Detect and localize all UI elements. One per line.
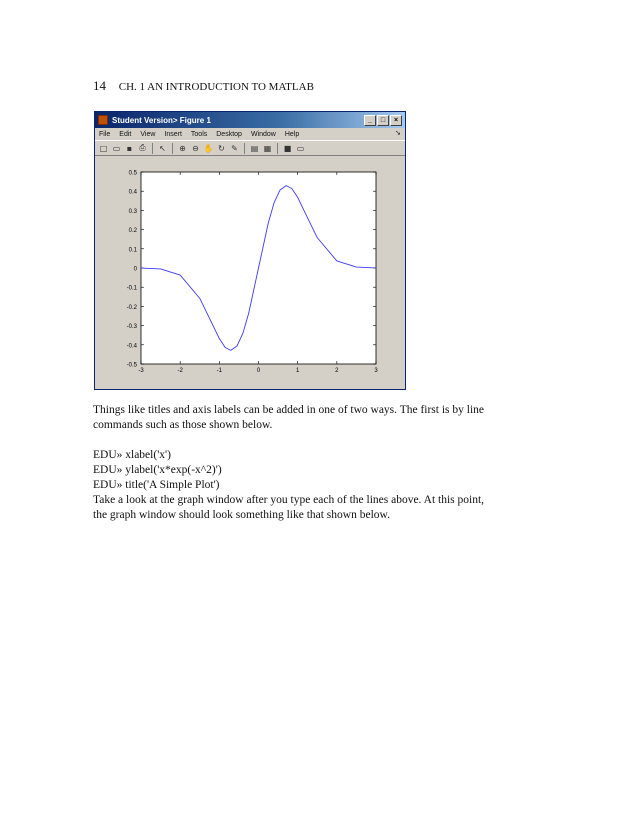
toolbar-separator xyxy=(152,143,153,154)
y-tick-label: -0.5 xyxy=(126,362,137,369)
x-tick-label: -3 xyxy=(138,368,144,374)
figure-window[interactable] xyxy=(94,111,406,390)
y-tick-label: 0.1 xyxy=(128,247,137,254)
new-file-icon[interactable]: □ xyxy=(99,143,108,153)
open-file-icon[interactable]: ▭ xyxy=(112,143,121,153)
y-tick-label: -0.3 xyxy=(126,324,137,331)
menu-help[interactable]: Help xyxy=(284,130,300,138)
y-tick-label: 0.2 xyxy=(128,228,137,235)
hide-plot-tools-icon[interactable]: ■ xyxy=(283,143,292,153)
menu-insert[interactable]: Insert xyxy=(164,130,182,138)
arrow-icon[interactable]: ↖ xyxy=(159,143,166,153)
figure-titlebar[interactable] xyxy=(95,112,405,128)
menu-window[interactable]: Window xyxy=(250,130,276,138)
plot-canvas[interactable] xyxy=(95,156,405,388)
x-tick-label: 3 xyxy=(374,368,378,374)
toolbar-separator xyxy=(277,143,278,154)
x-tick-label: 1 xyxy=(295,368,300,374)
toolbar-separator xyxy=(244,143,245,154)
maximize-button[interactable]: □ xyxy=(377,115,389,126)
close-button[interactable]: × xyxy=(390,115,402,126)
print-icon[interactable]: ⎙ xyxy=(139,143,146,152)
legend-icon[interactable]: ▦ xyxy=(263,143,272,153)
show-plot-tools-icon[interactable]: ▭ xyxy=(296,143,305,153)
x-tick-label: -1 xyxy=(216,368,223,374)
y-tick-label: 0.4 xyxy=(128,189,137,196)
menu-file[interactable]: File xyxy=(99,130,111,138)
figure-toolbar xyxy=(95,140,405,156)
menu-tools[interactable]: Tools xyxy=(190,130,208,138)
rotate-icon[interactable]: ↻ xyxy=(218,143,225,153)
zoom-in-icon[interactable]: ⊕ xyxy=(179,143,186,153)
menu-dock-arrow-icon[interactable]: ➘ xyxy=(395,130,401,137)
page-number: 14 xyxy=(93,78,106,93)
x-tick-label: 2 xyxy=(335,368,339,374)
y-tick-label: 0.5 xyxy=(128,170,137,177)
save-icon[interactable]: ▪ xyxy=(126,143,133,153)
paragraph-followup: Take a look at the graph window after you type each of the lines above. At this point, the graph window should look something like that shown below. xyxy=(93,494,485,521)
menu-view[interactable]: View xyxy=(140,130,156,138)
y-tick-label: 0.3 xyxy=(128,208,137,215)
menu-edit[interactable]: Edit xyxy=(119,130,132,138)
zoom-out-icon[interactable]: ⊖ xyxy=(192,143,199,153)
chapter-title: CH. 1 AN INTRODUCTION TO MATLAB xyxy=(118,81,314,93)
figure-title: Student Version> Figure 1 xyxy=(112,115,211,125)
x-tick-label: -2 xyxy=(177,368,183,374)
y-tick-label: -0.2 xyxy=(126,304,137,311)
page-header xyxy=(93,78,314,94)
code-line-title: EDU» title('A Simple Plot') xyxy=(93,479,220,491)
code-block xyxy=(93,448,222,493)
menu-desktop[interactable]: Desktop xyxy=(216,130,242,138)
pan-icon[interactable]: ✋ xyxy=(203,143,214,153)
data-cursor-icon[interactable]: ✎ xyxy=(231,143,238,153)
y-tick-label: -0.4 xyxy=(126,343,137,350)
x-tick-label: 0 xyxy=(256,368,261,374)
y-tick-label: 0 xyxy=(133,266,137,273)
minimize-button[interactable]: _ xyxy=(364,115,376,126)
code-line-xlabel: EDU» xlabel('x') xyxy=(93,449,171,461)
code-line-ylabel: EDU» ylabel('x*exp(-x^2)') xyxy=(93,464,222,476)
paragraph-intro: Things like titles and axis labels can be added in one of two ways. The first is by line commands such as those shown below. xyxy=(93,404,485,431)
colorbar-icon[interactable]: ▤ xyxy=(250,143,259,153)
toolbar-separator xyxy=(172,143,173,154)
matlab-logo-icon xyxy=(98,115,108,125)
menubar xyxy=(95,128,405,140)
y-tick-label: -0.1 xyxy=(126,285,137,292)
